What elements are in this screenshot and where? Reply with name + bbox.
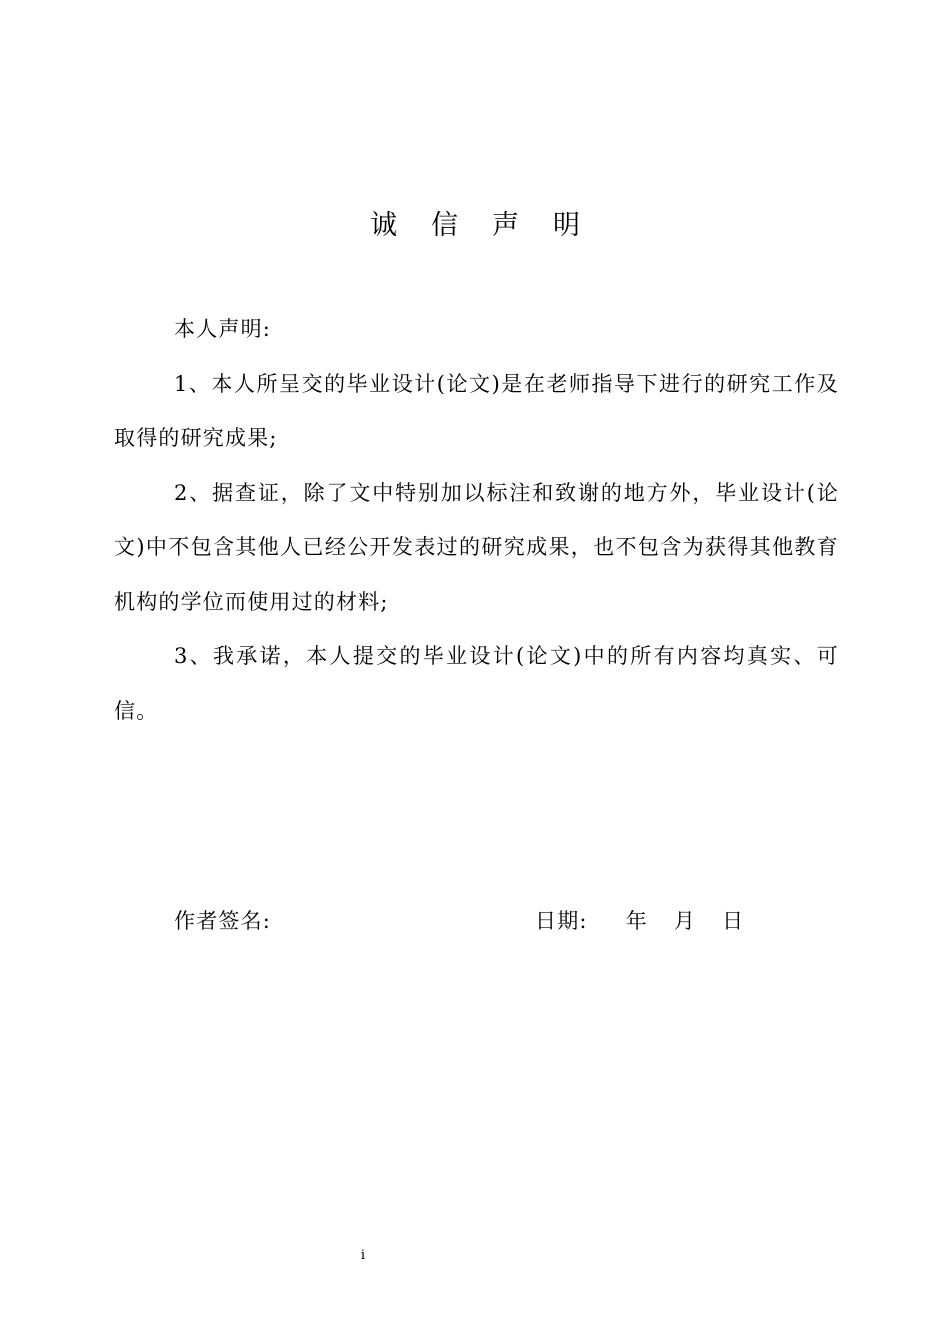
declaration-intro: 本人声明: (174, 317, 272, 341)
day-label: 日 (722, 909, 745, 933)
year-label: 年 (625, 909, 648, 933)
declaration-item-3: 3、我承诺，本人提交的毕业设计(论文)中的所有内容均真实、可信。 (114, 644, 839, 723)
signature-date (535, 896, 744, 946)
page-number: i (360, 1248, 366, 1263)
date-label: 日期: (535, 909, 588, 933)
page-title: 诚信声明 (370, 210, 614, 241)
month-label: 月 (673, 909, 697, 933)
author-signature-label: 作者签名: (174, 909, 272, 933)
declaration-item-1: 1、本人所呈交的毕业设计(论文)是在老师指导下进行的研究工作及取得的研究成果; (114, 371, 839, 450)
declaration-item-2: 2、据查证，除了文中特别加以标注和致谢的地方外，毕业设计(论文)中不包含其他人已经公开发表过的研究成果，也不包含为获得其他教育机构的学位而使用过的材料; (114, 480, 839, 614)
declaration-body (114, 302, 839, 738)
